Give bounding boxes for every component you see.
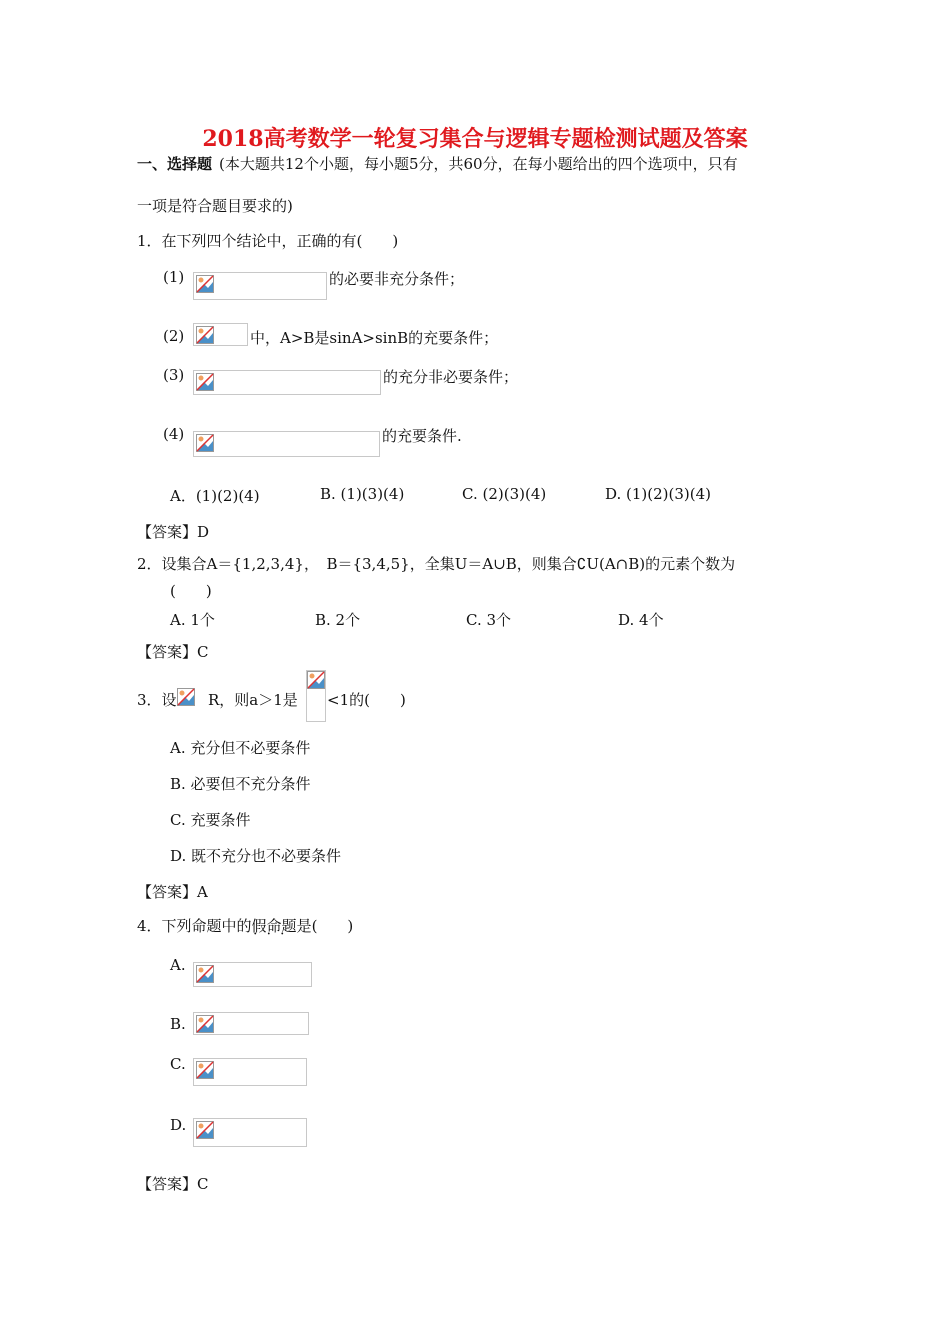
broken-image-icon: [177, 688, 195, 706]
broken-image-icon: [196, 434, 214, 452]
q2-option-b: B. 2个: [315, 611, 361, 629]
broken-image: [193, 272, 327, 300]
section-desc-line2: 一项是符合题目要求的): [137, 197, 293, 215]
q3-stem-end: <1的( ): [327, 691, 406, 709]
q4-stem-emphasis: 假命题 • • •: [252, 917, 297, 935]
q1-item-3-text: 的充分非必要条件；: [383, 368, 519, 386]
q1-option-d: D. (1)(2)(3)(4): [605, 485, 712, 503]
q1-item-4-label: (4): [163, 425, 185, 443]
broken-image-icon: [307, 671, 325, 689]
q4-stem: [137, 915, 353, 936]
q1-item-3-label: (3): [163, 366, 185, 384]
broken-image: [306, 670, 326, 722]
q1-item-1-text: 的必要非充分条件；: [329, 270, 465, 288]
q4-option-b-label: B.: [170, 1015, 186, 1033]
q3-option-d: D. 既不充分也不必要条件: [170, 847, 342, 865]
q4-option-c-label: C.: [170, 1055, 186, 1073]
q1-item-4-text: 的充要条件.: [382, 427, 462, 445]
broken-image: [193, 1118, 307, 1147]
section-desc-line1: (本大题共12个小题，每小题5分，共60分，在每小题给出的四个选项中，只有: [219, 155, 738, 173]
broken-image-icon: [196, 1121, 214, 1139]
broken-image: [177, 688, 207, 707]
q1-stem: 1．在下列四个结论中，正确的有( ): [137, 232, 399, 250]
q3-option-a: A. 充分但不必要条件: [170, 739, 311, 757]
q1-option-b: B. (1)(3)(4): [320, 485, 405, 503]
broken-image: [193, 370, 381, 395]
q1-option-a: A．(1)(2)(4): [170, 487, 260, 505]
q1-answer: 【答案】D: [137, 523, 210, 541]
broken-image-icon: [196, 965, 214, 983]
broken-image: [193, 962, 312, 987]
q4-answer: 【答案】C: [137, 1175, 209, 1193]
broken-image: [193, 431, 380, 457]
q1-item-1-label: (1): [163, 268, 185, 286]
q2-option-a: A. 1个: [170, 611, 215, 629]
q4-stem-start: 4．下列命题中的: [137, 917, 252, 935]
q3-option-c: C. 充要条件: [170, 811, 251, 829]
q1-item-2-label: (2): [163, 327, 185, 345]
q3-stem-start: 3．设: [137, 691, 177, 709]
broken-image-icon: [196, 326, 214, 344]
broken-image-icon: [196, 275, 214, 293]
q4-option-a-label: A.: [170, 956, 186, 974]
q3-option-b: B. 必要但不充分条件: [170, 775, 311, 793]
q2-option-d: D. 4个: [618, 611, 664, 629]
broken-image-icon: [196, 1061, 214, 1079]
broken-image: [193, 323, 248, 346]
broken-image-icon: [196, 1015, 214, 1033]
broken-image-icon: [196, 373, 214, 391]
q2-stem: 2．设集合A＝{1,2,3,4}， B＝{3,4,5}，全集U＝A∪B，则集合∁U(A∩B)的元素个数为: [137, 555, 736, 573]
broken-image: [193, 1012, 309, 1035]
section-heading: 一、选择题: [137, 155, 213, 173]
q3-answer: 【答案】A: [137, 883, 208, 901]
q4-option-d-label: D.: [170, 1116, 187, 1134]
document-title: 2018高考数学一轮复习集合与逻辑专题检测试题及答案: [202, 126, 748, 152]
q3-stem-middle: R，则a＞1是: [208, 691, 298, 709]
q2-paren: ( ): [170, 582, 212, 600]
q1-item-2-text: 中，A>B是sinA>sinB的充要条件；: [250, 329, 499, 347]
q4-stem-end: 是( ): [296, 917, 354, 935]
q2-answer: 【答案】C: [137, 643, 209, 661]
q2-option-c: C. 3个: [466, 611, 512, 629]
q1-option-c: C. (2)(3)(4): [462, 485, 547, 503]
broken-image: [193, 1058, 307, 1086]
